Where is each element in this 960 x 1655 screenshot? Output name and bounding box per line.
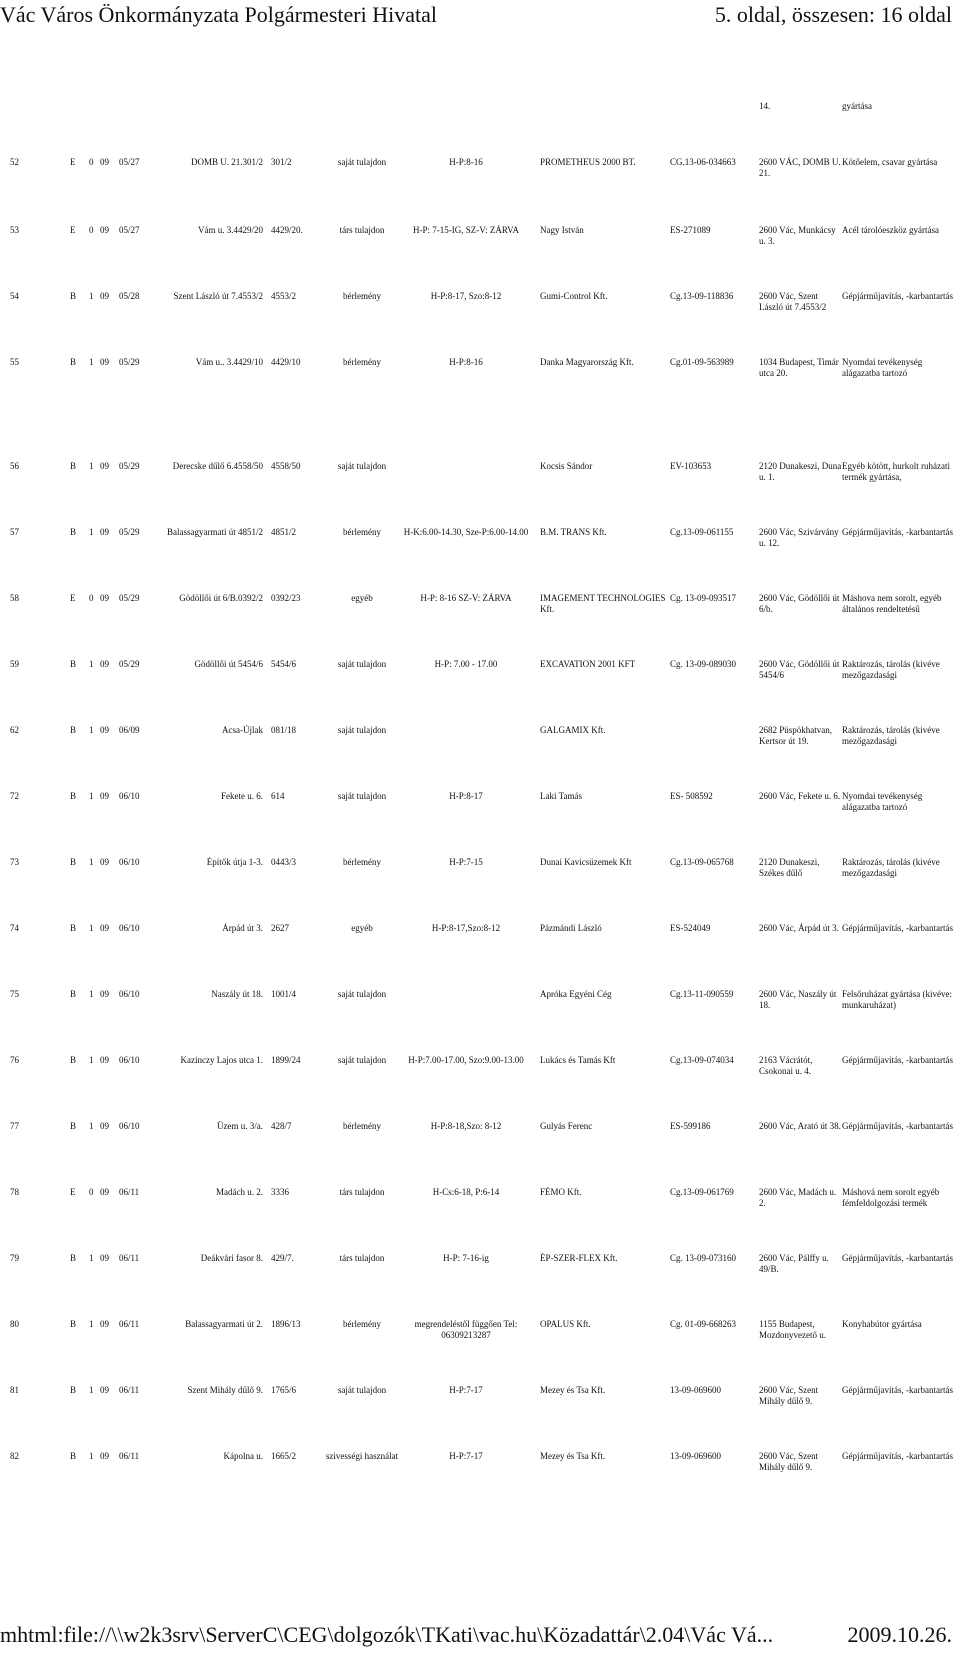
cell-date: 05/29 xyxy=(119,357,140,367)
cell-operator-address: 2120 Dunakeszi, Székes dűlő xyxy=(759,857,820,878)
cell-opening-hours: H-P:8-16 xyxy=(449,157,483,167)
page-footer xyxy=(0,1622,960,1655)
table-row xyxy=(0,791,960,831)
cell-operator-name: OPALUS Kft. xyxy=(540,1319,591,1329)
cell-flag: 1 xyxy=(89,989,94,999)
cell-address-lot: Gödöllői út 6/B.0392/2 xyxy=(179,593,263,603)
cell-row-number: 54 xyxy=(10,291,19,301)
cell-district-code: 09 xyxy=(100,659,109,669)
cell-date: 06/10 xyxy=(119,791,140,801)
table-row xyxy=(0,989,960,1029)
cell-lot-number: 614 xyxy=(271,791,285,801)
cell-type-code: B xyxy=(70,357,77,367)
cell-ownership: szivességi használat xyxy=(325,1451,399,1461)
cell-address-lot: Deákvári fasor 8. xyxy=(200,1253,263,1263)
cell-lot-number: 4558/50 xyxy=(271,461,301,471)
cell-operator-name: Dunai Kavicsüzemek Kft xyxy=(540,857,632,867)
cell-date: 05/29 xyxy=(119,659,140,669)
cell-registration-number: Cg.13-09-061155 xyxy=(670,527,734,537)
cell-date: 05/29 xyxy=(119,527,140,537)
cell-date: 06/10 xyxy=(119,989,140,999)
cell-flag: 1 xyxy=(89,725,94,735)
cell-opening-hours: H-P:8-16 xyxy=(449,357,483,367)
cell-activity: Raktározás, tárolás (kivéve mezőgazdasági xyxy=(842,725,940,746)
cell-operator-address: 2600 Vác, Szent Mihály dűlő 9. xyxy=(759,1451,819,1472)
cell-lot-number: 2627 xyxy=(271,923,289,933)
footer-path: mhtml:file://\\w2k3srv\ServerC\CEG\dolgozók\TKati\vac.hu\Közadattár\2.04\Vác Vá... xyxy=(0,1622,774,1647)
cell-type-code: E xyxy=(70,1187,76,1197)
cell-address-lot: Vám u.. 3.4429/10 xyxy=(195,357,263,367)
page-header xyxy=(0,2,960,36)
cell-type-code: E xyxy=(70,593,76,603)
cell-operator-name: Laki Tamás xyxy=(540,791,582,801)
cell-date: 05/27 xyxy=(119,225,140,235)
cell-district-code: 09 xyxy=(100,1121,109,1131)
cell-operator-address: 2600 Vác, Madách u. 2. xyxy=(759,1187,837,1208)
table-row xyxy=(0,1385,960,1425)
cell-lot-number: 3336 xyxy=(271,1187,289,1197)
cell-flag: 1 xyxy=(89,791,94,801)
cell-district-code: 09 xyxy=(100,1253,109,1263)
cell-date: 06/11 xyxy=(119,1451,140,1461)
cell-flag: 0 xyxy=(89,1187,94,1197)
cell-opening-hours: H-K:6.00-14.30, Sze-P:6.00-14.00 xyxy=(403,527,529,537)
cell-row-number: 75 xyxy=(10,989,19,999)
cell-address-lot: Szent Mihály dűlő 9. xyxy=(187,1385,263,1395)
table-row xyxy=(0,923,960,963)
cell-district-code: 09 xyxy=(100,527,109,537)
cell-operator-address: 2600 Vác, Fekete u. 6. xyxy=(759,791,841,801)
cell-operator-name: Pázmándi László xyxy=(540,923,602,933)
cell-district-code: 09 xyxy=(100,1385,109,1395)
cell-lot-number: 1899/24 xyxy=(271,1055,301,1065)
cell-operator-address: 1034 Budapest, Timár utca 20. xyxy=(759,357,839,378)
cell-operator-name: EXCAVATION 2001 KFT xyxy=(540,659,636,669)
cell-flag: 0 xyxy=(89,225,94,235)
cell-date: 06/10 xyxy=(119,1055,140,1065)
cell-type-code: B xyxy=(70,659,77,669)
cell-ownership: egyéb xyxy=(351,593,373,603)
cell-opening-hours: H-P: 7-16-ig xyxy=(443,1253,489,1263)
cell-activity: Gépjárműjavítás, -karbantartás xyxy=(842,1055,953,1065)
cell-operator-address: 2600 Vác, Szivárvány u. 12. xyxy=(759,527,839,548)
cell-type-code: B xyxy=(70,725,77,735)
cell-row-number: 57 xyxy=(10,527,19,537)
header-title: Vác Város Önkormányzata Polgármesteri Hivatal xyxy=(0,2,438,27)
cell-flag: 0 xyxy=(89,593,94,603)
table-row xyxy=(0,1187,960,1227)
table-row xyxy=(0,725,960,765)
cell-row-number: 53 xyxy=(10,225,19,235)
cell-lot-number: 0443/3 xyxy=(271,857,297,867)
cell-row-number: 78 xyxy=(10,1187,19,1197)
cell-registration-number: ES- 508592 xyxy=(670,791,713,801)
cell-operator-address: 2600 Vác, Gödöllői út 5454/6 xyxy=(759,659,840,680)
cell-activity: Egyéb kötött, hurkolt ruházati termék gyártása, xyxy=(842,461,950,482)
cell-opening-hours: H-P:8-17,Szo:8-12 xyxy=(431,923,501,933)
cell-activity: gyártása xyxy=(842,101,872,111)
cell-row-number: 81 xyxy=(10,1385,19,1395)
cell-address-lot: Kápolna u. xyxy=(223,1451,263,1461)
table-row xyxy=(0,1055,960,1095)
cell-flag: 1 xyxy=(89,291,94,301)
cell-operator-address: 2600 Vác, Munkácsy u. 3. xyxy=(759,225,836,246)
cell-flag: 1 xyxy=(89,527,94,537)
cell-activity: Konyhabútor gyártása xyxy=(842,1319,922,1329)
cell-ownership: bérlemény xyxy=(343,1319,381,1329)
cell-lot-number: 428/7 xyxy=(271,1121,292,1131)
cell-type-code: B xyxy=(70,791,77,801)
cell-district-code: 09 xyxy=(100,1187,109,1197)
cell-row-number: 72 xyxy=(10,791,19,801)
cell-registration-number: Cg.01-09-563989 xyxy=(670,357,734,367)
cell-district-code: 09 xyxy=(100,291,109,301)
cell-registration-number: Cg.13-09-118836 xyxy=(670,291,734,301)
cell-operator-address: 2600 Vác, Szent László út 7.4553/2 xyxy=(759,291,827,312)
cell-registration-number: Cg. 13-09-073160 xyxy=(670,1253,736,1263)
cell-row-number: 56 xyxy=(10,461,19,471)
cell-date: 06/11 xyxy=(119,1385,140,1395)
cell-type-code: E xyxy=(70,225,76,235)
cell-operator-name: Gulyás Ferenc xyxy=(540,1121,593,1131)
cell-row-number: 76 xyxy=(10,1055,19,1065)
table-row xyxy=(0,291,960,331)
table-row xyxy=(0,857,960,897)
cell-operator-address: 2600 Vác, Árpád út 3. xyxy=(759,923,839,933)
cell-lot-number: 429/7. xyxy=(271,1253,294,1263)
cell-address-lot: Gödöllői út 5454/6 xyxy=(194,659,263,669)
cell-activity: Kötőelem, csavar gyártása xyxy=(842,157,938,167)
cell-opening-hours: H-P:8-18,Szo: 8-12 xyxy=(430,1121,502,1131)
cell-flag: 1 xyxy=(89,1385,94,1395)
cell-opening-hours: H-P:8-17, Szo:8-12 xyxy=(430,291,502,301)
table-row xyxy=(0,1451,960,1491)
cell-district-code: 09 xyxy=(100,461,109,471)
cell-operator-address: 1155 Budapest, Mozdonyvezető u. xyxy=(759,1319,826,1340)
cell-date: 06/11 xyxy=(119,1319,140,1329)
cell-district-code: 09 xyxy=(100,1451,109,1461)
cell-lot-number: 5454/6 xyxy=(271,659,297,669)
cell-lot-number: 4851/2 xyxy=(271,527,297,537)
cell-operator-name: Lukács és Tamás Kft xyxy=(540,1055,616,1065)
cell-flag: 1 xyxy=(89,1451,94,1461)
cell-date: 06/09 xyxy=(119,725,140,735)
cell-ownership: saját tulajdon xyxy=(337,659,387,669)
cell-ownership: saját tulajdon xyxy=(337,791,387,801)
cell-operator-name: PROMETHEUS 2000 BT. xyxy=(540,157,636,167)
cell-date: 05/27 xyxy=(119,157,140,167)
cell-opening-hours: H-P: 7.00 - 17.00 xyxy=(434,659,498,669)
cell-district-code: 09 xyxy=(100,857,109,867)
cell-address-lot: Balassagyarmati út 4851/2 xyxy=(167,527,263,537)
cell-ownership: bérlemény xyxy=(343,857,381,867)
cell-lot-number: 1665/2 xyxy=(271,1451,297,1461)
cell-ownership: saját tulajdon xyxy=(337,461,387,471)
cell-operator-address: 2600 Vác, Arató út 38. xyxy=(759,1121,841,1131)
cell-type-code: B xyxy=(70,1385,77,1395)
cell-operator-address: 2163 Vácrátót, Csokonai u. 4. xyxy=(759,1055,813,1076)
cell-registration-number: Cg.13-09-061769 xyxy=(670,1187,734,1197)
cell-type-code: B xyxy=(70,1055,77,1065)
cell-district-code: 09 xyxy=(100,225,109,235)
cell-row-number: 59 xyxy=(10,659,19,669)
cell-address-lot: Madách u. 2. xyxy=(216,1187,263,1197)
cell-district-code: 09 xyxy=(100,357,109,367)
cell-type-code: B xyxy=(70,857,77,867)
cell-activity: Gépjárműjavítás, -karbantartás xyxy=(842,527,953,537)
cell-address-lot: Derecske dűlő 6.4558/50 xyxy=(172,461,263,471)
cell-activity: Felsőruházat gyártása (kivéve: munkaruházat) xyxy=(842,989,952,1010)
cell-operator-name: FÉMO Kft. xyxy=(540,1187,582,1197)
cell-ownership: bérlemény xyxy=(343,1121,381,1131)
cell-registration-number: Cg.13-11-090559 xyxy=(670,989,734,999)
cell-row-number: 74 xyxy=(10,923,19,933)
cell-address-lot: Üzem u. 3/a. xyxy=(217,1121,263,1131)
cell-district-code: 09 xyxy=(100,593,109,603)
cell-registration-number: Cg.13-09-065768 xyxy=(670,857,734,867)
footer-date: 2009.10.26. xyxy=(847,1622,952,1647)
cell-address-lot: Balassagyarmati út 2. xyxy=(185,1319,263,1329)
cell-flag: 1 xyxy=(89,1319,94,1329)
cell-flag: 1 xyxy=(89,857,94,867)
cell-district-code: 09 xyxy=(100,791,109,801)
cell-type-code: B xyxy=(70,527,77,537)
cell-operator-address: 2600 Vác, Gödöllői út 6/b. xyxy=(759,593,840,614)
cell-registration-number: ES-271089 xyxy=(670,225,711,235)
cell-operator-name: IMAGEMENT TECHNOLOGIES Kft. xyxy=(540,593,666,614)
cell-opening-hours: H-Cs:6-18, P:6-14 xyxy=(432,1187,500,1197)
cell-registration-number: Cg. 01-09-668263 xyxy=(670,1319,736,1329)
cell-operator-name: GALGAMIX Kft. xyxy=(540,725,606,735)
cell-operator-address: 14. xyxy=(759,101,771,111)
table-row xyxy=(0,357,960,397)
cell-type-code: B xyxy=(70,1451,77,1461)
table-row xyxy=(0,593,960,633)
cell-date: 05/29 xyxy=(119,593,140,603)
cell-opening-hours: H-P:7-17 xyxy=(449,1385,483,1395)
cell-flag: 1 xyxy=(89,659,94,669)
header-page-info: 5. oldal, összesen: 16 oldal xyxy=(714,2,952,27)
cell-opening-hours: H-P: 8-16 SZ-V: ZÁRVA xyxy=(420,593,512,603)
cell-activity: Gépjárműjavítás, -karbantartás xyxy=(842,1451,953,1461)
cell-date: 06/11 xyxy=(119,1253,140,1263)
cell-row-number: 58 xyxy=(10,593,19,603)
cell-registration-number: CG.13-06-034663 xyxy=(670,157,736,167)
cell-address-lot: Acsa-Újlak xyxy=(222,725,263,735)
cell-type-code: B xyxy=(70,923,77,933)
cell-lot-number: 1765/6 xyxy=(271,1385,297,1395)
cell-row-number: 77 xyxy=(10,1121,19,1131)
cell-flag: 1 xyxy=(89,461,94,471)
cell-flag: 1 xyxy=(89,1253,94,1263)
cell-lot-number: 1001/4 xyxy=(271,989,297,999)
cell-ownership: bérlemény xyxy=(343,357,381,367)
cell-ownership: egyéb xyxy=(351,923,373,933)
cell-registration-number: ES-524049 xyxy=(670,923,711,933)
cell-operator-name: ÉP-SZER-FLEX Kft. xyxy=(540,1253,618,1263)
cell-activity: Acél tárolóeszköz gyártása xyxy=(842,225,939,235)
cell-registration-number: Cg.13-09-074034 xyxy=(670,1055,734,1065)
cell-ownership: saját tulajdon xyxy=(337,989,387,999)
cell-activity: Raktározás, tárolás (kivéve mezőgazdasági xyxy=(842,857,940,878)
cell-flag: 1 xyxy=(89,923,94,933)
cell-date: 05/29 xyxy=(119,461,140,471)
cell-address-lot: DOMB U. 21.301/2 xyxy=(190,157,263,167)
cell-operator-name: B.M. TRANS Kft. xyxy=(540,527,607,537)
cell-date: 06/10 xyxy=(119,1121,140,1131)
table-row xyxy=(0,461,960,501)
cell-opening-hours: H-P:8-17 xyxy=(449,791,483,801)
cell-district-code: 09 xyxy=(100,1319,109,1329)
cell-type-code: E xyxy=(70,157,76,167)
cell-operator-name: Mezey és Tsa Kft. xyxy=(540,1385,606,1395)
cell-lot-number: 0392/23 xyxy=(271,593,301,603)
cell-row-number: 52 xyxy=(10,157,19,167)
table-row xyxy=(0,659,960,699)
cell-activity: Gépjárműjavítás, -karbantartás xyxy=(842,291,953,301)
cell-ownership: saját tulajdon xyxy=(337,725,387,735)
cell-lot-number: 081/18 xyxy=(271,725,297,735)
cell-opening-hours: H-P:7-17 xyxy=(449,1451,483,1461)
cell-registration-number: 13-09-069600 xyxy=(670,1451,721,1461)
cell-operator-address: 2600 Vác, Naszály út 18. xyxy=(759,989,837,1010)
cell-registration-number: 13-09-069600 xyxy=(670,1385,721,1395)
cell-activity: Nyomdai tevékenység alágazatba tartozó xyxy=(842,791,923,812)
cell-row-number: 62 xyxy=(10,725,19,735)
cell-opening-hours: H-P:7-15 xyxy=(449,857,483,867)
table-row xyxy=(0,1121,960,1161)
cell-registration-number: Cg. 13-09-089030 xyxy=(670,659,736,669)
cell-operator-address: 2120 Dunakeszi, Duna u. 1. xyxy=(759,461,842,482)
cell-operator-name: Mezey és Tsa Kft. xyxy=(540,1451,606,1461)
cell-activity: Gépjárműjavítás, -karbantartás xyxy=(842,1121,953,1131)
cell-flag: 1 xyxy=(89,1055,94,1065)
cell-flag: 1 xyxy=(89,1121,94,1131)
cell-district-code: 09 xyxy=(100,923,109,933)
cell-ownership: társ tulajdon xyxy=(339,1253,385,1263)
cell-row-number: 79 xyxy=(10,1253,19,1263)
cell-ownership: saját tulajdon xyxy=(337,1055,387,1065)
cell-operator-name: Danka Magyarország Kft. xyxy=(540,357,634,367)
table-row xyxy=(0,1319,960,1359)
cell-ownership: saját tulajdon xyxy=(337,157,387,167)
cell-flag: 1 xyxy=(89,357,94,367)
table-row xyxy=(0,225,960,265)
cell-address-lot: Szent László út 7.4553/2 xyxy=(173,291,263,301)
cell-opening-hours: H-P: 7-15-IG, SZ-V: ZÁRVA xyxy=(413,225,519,235)
cell-activity: Máshová nem sorolt egyéb fémfeldolgozási termék xyxy=(842,1187,940,1208)
table-row xyxy=(0,527,960,567)
cell-district-code: 09 xyxy=(100,989,109,999)
cell-lot-number: 4553/2 xyxy=(271,291,297,301)
cell-ownership: társ tulajdon xyxy=(339,1187,385,1197)
cell-date: 06/11 xyxy=(119,1187,140,1197)
cell-lot-number: 301/2 xyxy=(271,157,292,167)
cell-activity: Nyomdai tevékenység alágazatba tartozó xyxy=(842,357,923,378)
cell-date: 05/28 xyxy=(119,291,140,301)
cell-type-code: B xyxy=(70,989,77,999)
cell-address-lot: Naszály út 18. xyxy=(211,989,263,999)
cell-row-number: 82 xyxy=(10,1451,19,1461)
cell-type-code: B xyxy=(70,1253,77,1263)
cell-opening-hours: H-P:7.00-17.00, Szo:9.00-13.00 xyxy=(408,1055,524,1065)
cell-operator-name: Gumi-Control Kft. xyxy=(540,291,608,301)
table-row xyxy=(0,101,960,141)
cell-type-code: B xyxy=(70,1319,77,1329)
cell-district-code: 09 xyxy=(100,1055,109,1065)
cell-lot-number: 4429/10 xyxy=(271,357,301,367)
cell-flag: 0 xyxy=(89,157,94,167)
cell-address-lot: Kazinczy Lajos utca 1. xyxy=(180,1055,263,1065)
cell-district-code: 09 xyxy=(100,157,109,167)
cell-address-lot: Árpád út 3. xyxy=(222,923,263,933)
cell-ownership: saját tulajdon xyxy=(337,1385,387,1395)
cell-activity: Gépjárműjavítás, -karbantartás xyxy=(842,1253,953,1263)
cell-activity: Gépjárműjavítás, -karbantartás xyxy=(842,1385,953,1395)
cell-operator-name: Kocsis Sándor xyxy=(540,461,593,471)
cell-operator-address: 2682 Püspökhatvan, Kertsor út 19. xyxy=(759,725,832,746)
cell-operator-name: Apróka Egyéni Cég xyxy=(540,989,612,999)
cell-ownership: bérlemény xyxy=(343,527,381,537)
table-row xyxy=(0,1253,960,1293)
cell-type-code: B xyxy=(70,1121,77,1131)
cell-activity: Máshova nem sorolt, egyéb általános rendeltetésű xyxy=(842,593,942,614)
cell-row-number: 80 xyxy=(10,1319,19,1329)
cell-activity: Gépjárműjavítás, -karbantartás xyxy=(842,923,953,933)
cell-ownership: bérlemény xyxy=(343,291,381,301)
cell-lot-number: 1896/13 xyxy=(271,1319,301,1329)
cell-date: 06/10 xyxy=(119,857,140,867)
cell-lot-number: 4429/20. xyxy=(271,225,303,235)
cell-date: 06/10 xyxy=(119,923,140,933)
cell-address-lot: Vám u. 3.4429/20 xyxy=(198,225,263,235)
cell-registration-number: EV-103653 xyxy=(670,461,712,471)
cell-operator-address: 2600 Vác, Pálffy u. 49/B. xyxy=(759,1253,829,1274)
cell-row-number: 73 xyxy=(10,857,19,867)
cell-address-lot: Építők útja 1-3. xyxy=(206,857,263,867)
cell-activity: Raktározás, tárolás (kivéve mezőgazdasági xyxy=(842,659,940,680)
cell-operator-name: Nagy István xyxy=(540,225,584,235)
cell-row-number: 55 xyxy=(10,357,19,367)
table-row xyxy=(0,157,960,197)
cell-address-lot: Fekete u. 6. xyxy=(221,791,263,801)
cell-operator-address: 2600 VÁC, DOMB U. 21. xyxy=(759,157,841,178)
cell-type-code: B xyxy=(70,291,77,301)
cell-type-code: B xyxy=(70,461,77,471)
cell-registration-number: Cg. 13-09-093517 xyxy=(670,593,736,603)
cell-ownership: társ tulajdon xyxy=(339,225,385,235)
cell-operator-address: 2600 Vác, Szent Mihály dűlő 9. xyxy=(759,1385,819,1406)
cell-opening-hours: megrendeléstől függően Tel: 06309213287 xyxy=(414,1319,518,1340)
cell-district-code: 09 xyxy=(100,725,109,735)
cell-registration-number: ES-599186 xyxy=(670,1121,711,1131)
